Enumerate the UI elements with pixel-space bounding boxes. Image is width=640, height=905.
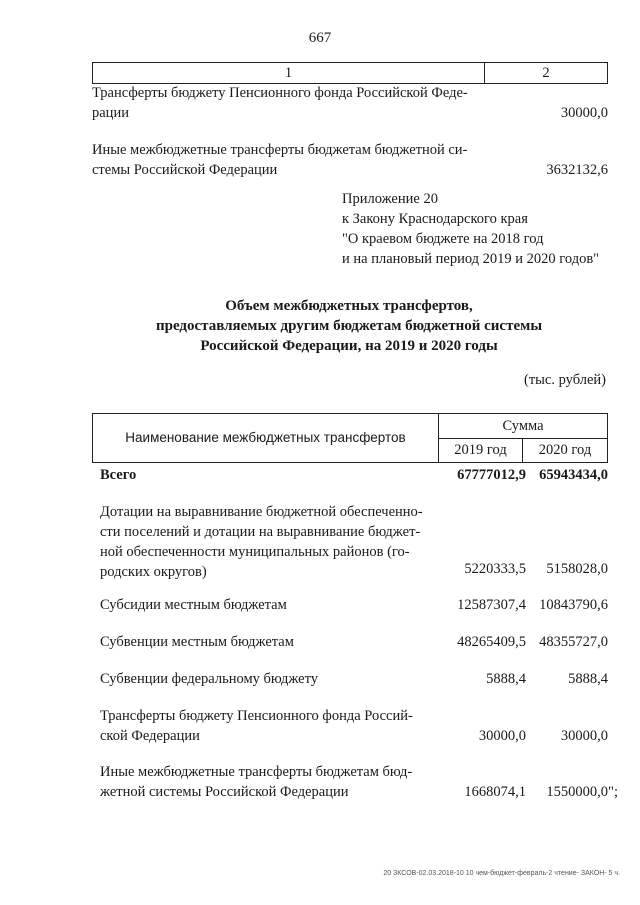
row-total-2020: 65943434,0 bbox=[539, 467, 608, 483]
text-line: ской Федерации bbox=[100, 728, 200, 744]
name-column-header: Наименование межбюджетных трансфертов bbox=[93, 414, 439, 462]
row-total-label: Всего bbox=[100, 467, 137, 483]
row-dotations-2019: 5220333,5 bbox=[464, 561, 526, 577]
row-subventions-federal-2019: 5888,4 bbox=[486, 671, 526, 687]
appendix-line: к Закону Краснодарского края bbox=[342, 211, 528, 227]
row-pension-fund-2019: 30000,0 bbox=[478, 728, 526, 744]
row-subventions-local-label: Субвенции местным бюджетам bbox=[100, 634, 294, 650]
appendix-line: и на плановый период 2019 и 2020 годов" bbox=[342, 251, 600, 267]
row-subventions-local-2019: 48265409,5 bbox=[457, 634, 526, 650]
top-row-other-transfers-value: 3632132,6 bbox=[546, 162, 608, 178]
row-subsidies-2019: 12587307,4 bbox=[457, 597, 526, 613]
text-line: стемы Российской Федерации bbox=[92, 162, 278, 178]
title-line: Объем межбюджетных трансфертов, bbox=[225, 298, 473, 314]
text-line: Трансферты бюджету Пенсионного фонда Россий- bbox=[100, 708, 413, 724]
text-line: Иные межбюджетные трансферты бюджетам бюд- bbox=[100, 764, 413, 780]
top-table-col1-header: 1 bbox=[93, 63, 485, 83]
title-line: Российской Федерации, на 2019 и 2020 годы bbox=[200, 338, 498, 354]
appendix-line: "О краевом бюджете на 2018 год bbox=[342, 231, 544, 247]
row-dotations-label bbox=[100, 502, 442, 582]
row-total-2019: 67777012,9 bbox=[457, 467, 526, 483]
text-line: Иные межбюджетные трансферты бюджетам бюджетной си- bbox=[92, 142, 468, 158]
row-subsidies-label: Субсидии местным бюджетам bbox=[100, 597, 287, 613]
text-line: жетной системы Российской Федерации bbox=[100, 784, 349, 800]
top-row-other-transfers-text bbox=[92, 140, 484, 180]
text-line: Дотации на выравнивание бюджетной обеспеченно- bbox=[100, 504, 423, 520]
row-subventions-local-2020: 48355727,0 bbox=[539, 634, 608, 650]
row-pension-fund-label bbox=[100, 706, 442, 746]
row-other-transfers-2020: 1550000,0"; bbox=[546, 784, 618, 800]
sum-column-header: Сумма bbox=[439, 414, 607, 439]
row-subsidies-2020: 10843790,6 bbox=[539, 597, 608, 613]
main-table-header bbox=[92, 413, 608, 463]
row-subventions-federal-label: Субвенции федеральному бюджету bbox=[100, 671, 319, 687]
row-subventions-federal-2020: 5888,4 bbox=[568, 671, 608, 687]
year-2020-header: 2020 год bbox=[538, 442, 592, 458]
footer-file-reference: 20 ЗКСОВ-02.03.2018-10 10 чем-бюджет-февраль-2 чтение- ЗАКОН- 5 ч. bbox=[383, 870, 620, 877]
text-line: сти поселений и дотации на выравнивание бюджет- bbox=[100, 524, 421, 540]
row-pension-fund-2020: 30000,0 bbox=[560, 728, 608, 744]
appendix-reference bbox=[342, 189, 632, 269]
text-line: ной обеспеченности муниципальных районов (го- bbox=[100, 544, 410, 560]
top-row-pension-fund-value: 30000,0 bbox=[560, 105, 608, 121]
text-line: рации bbox=[92, 105, 129, 121]
text-line: родских округов) bbox=[100, 564, 207, 580]
text-line: Трансферты бюджету Пенсионного фонда Российской Феде- bbox=[92, 85, 468, 101]
top-table-col2-header: 2 bbox=[542, 65, 550, 81]
title-line: предоставляемых другим бюджетам бюджетной системы bbox=[155, 318, 543, 334]
row-dotations-2020: 5158028,0 bbox=[546, 561, 608, 577]
appendix-line: Приложение 20 bbox=[342, 191, 438, 207]
top-row-pension-fund-text bbox=[92, 83, 484, 123]
top-table-header bbox=[92, 62, 608, 84]
units-label: (тыс. рублей) bbox=[524, 372, 606, 388]
row-other-transfers-2019: 1668074,1 bbox=[464, 784, 526, 800]
page-number: 667 bbox=[308, 30, 332, 46]
row-other-transfers-label bbox=[100, 762, 442, 802]
document-title bbox=[92, 296, 606, 356]
year-2019-header: 2019 год bbox=[439, 439, 523, 462]
